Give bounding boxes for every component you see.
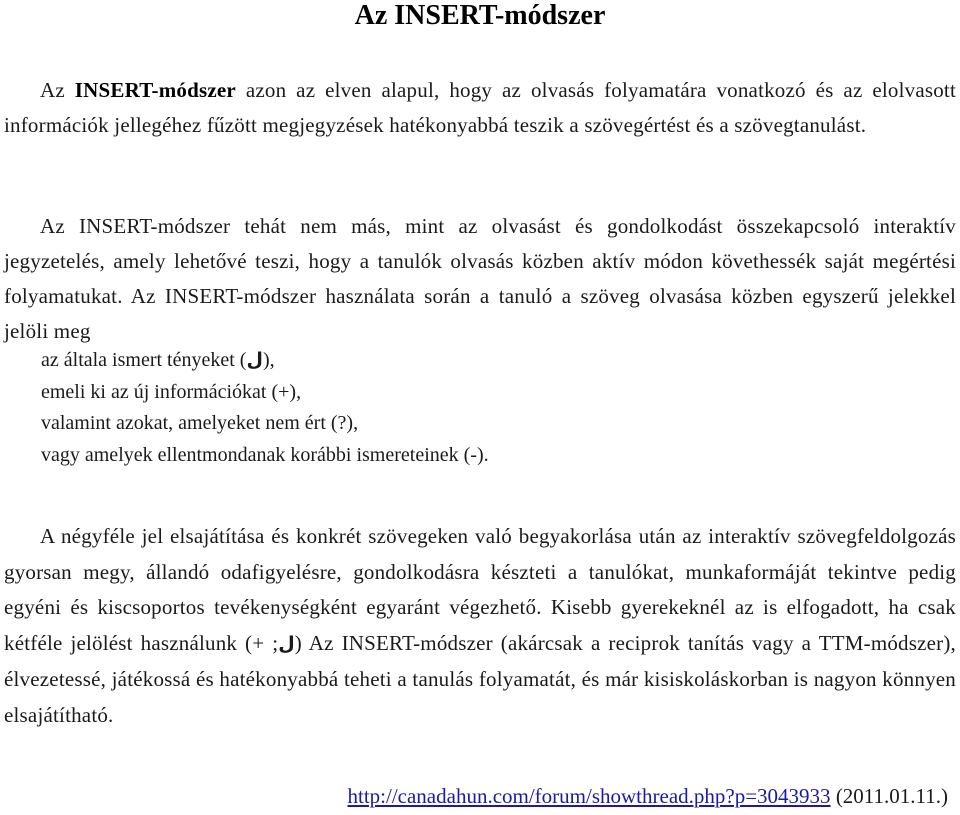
- checkmark-symbol: ل: [246, 349, 263, 371]
- summary-text-after: ) Az INSERT-módszer (akárcsak a reciprok tanítás vagy a TTM-módszer), élvezetessé, játékossá és hatékonyabbá teheti a tanulás folyamatát, és már kisiskoláskorban is nagyon könnyen elsajátítható.: [4, 630, 956, 727]
- list-item-text: ),: [262, 349, 275, 371]
- method-term: INSERT-módszer: [74, 78, 236, 102]
- checkmark-symbol: ل: [278, 632, 295, 655]
- intro-lead: Az: [40, 78, 75, 102]
- summary-paragraph: [4, 519, 956, 733]
- list-item-contradicting: vagy amelyek ellentmondanak korábbi ismereteinek (-).: [41, 443, 489, 466]
- list-item-not-understood: valamint azokat, amelyeket nem ért (?),: [41, 412, 359, 434]
- intro-paragraph: [4, 73, 956, 143]
- list-item-known-facts: [41, 345, 489, 377]
- intro-rest: azon az elven alapul, hogy az olvasás folyamatára vonatkozó és az elolvasott információk jellegéhez fűzött megjegyzések hatékonyabbá teszik a szövegértést és a szövegtanulást.: [4, 78, 957, 137]
- list-item-new-info: emeli ki az új információkat (+),: [41, 380, 302, 403]
- source-date: (2011.01.11.): [830, 784, 948, 808]
- explanation-paragraph: Az INSERT-módszer tehát nem más, mint az olvasást és gondolkodást összekapcsoló interaktív jegyzetelés, amely lehetővé teszi, hogy a tanulók olvasás közben aktív módon követhessék saját megértési folyamatukat. Az INSERT-módszer használata során a tanuló a szöveg olvasása közben egyszerű jelekkel jelöli meg: [4, 214, 956, 343]
- marks-list: [41, 345, 489, 471]
- summary-text-before: A négyféle jel elsajátítása és konkrét szövegeken való begyakorlása után az interaktív szövegfeldolgozás gyorsan megy, állandó odafigyelésre, gondolkodásra készteti a tanulókat, munkaformáját tekintve pedig egyéni és kiscsoportos tevékenységként egyaránt végezhető. Kisebb gyerekeknél az is elfogadott, ha csak kétféle jelölést használunk (+ ;: [4, 524, 956, 655]
- list-item-text: az általa ismert tényeket (: [41, 349, 247, 371]
- source-link[interactable]: http://canadahun.com/forum/showthread.php?p=3043933: [347, 784, 831, 808]
- page-title: Az INSERT-módszer: [354, 0, 606, 31]
- source-citation: [347, 784, 948, 809]
